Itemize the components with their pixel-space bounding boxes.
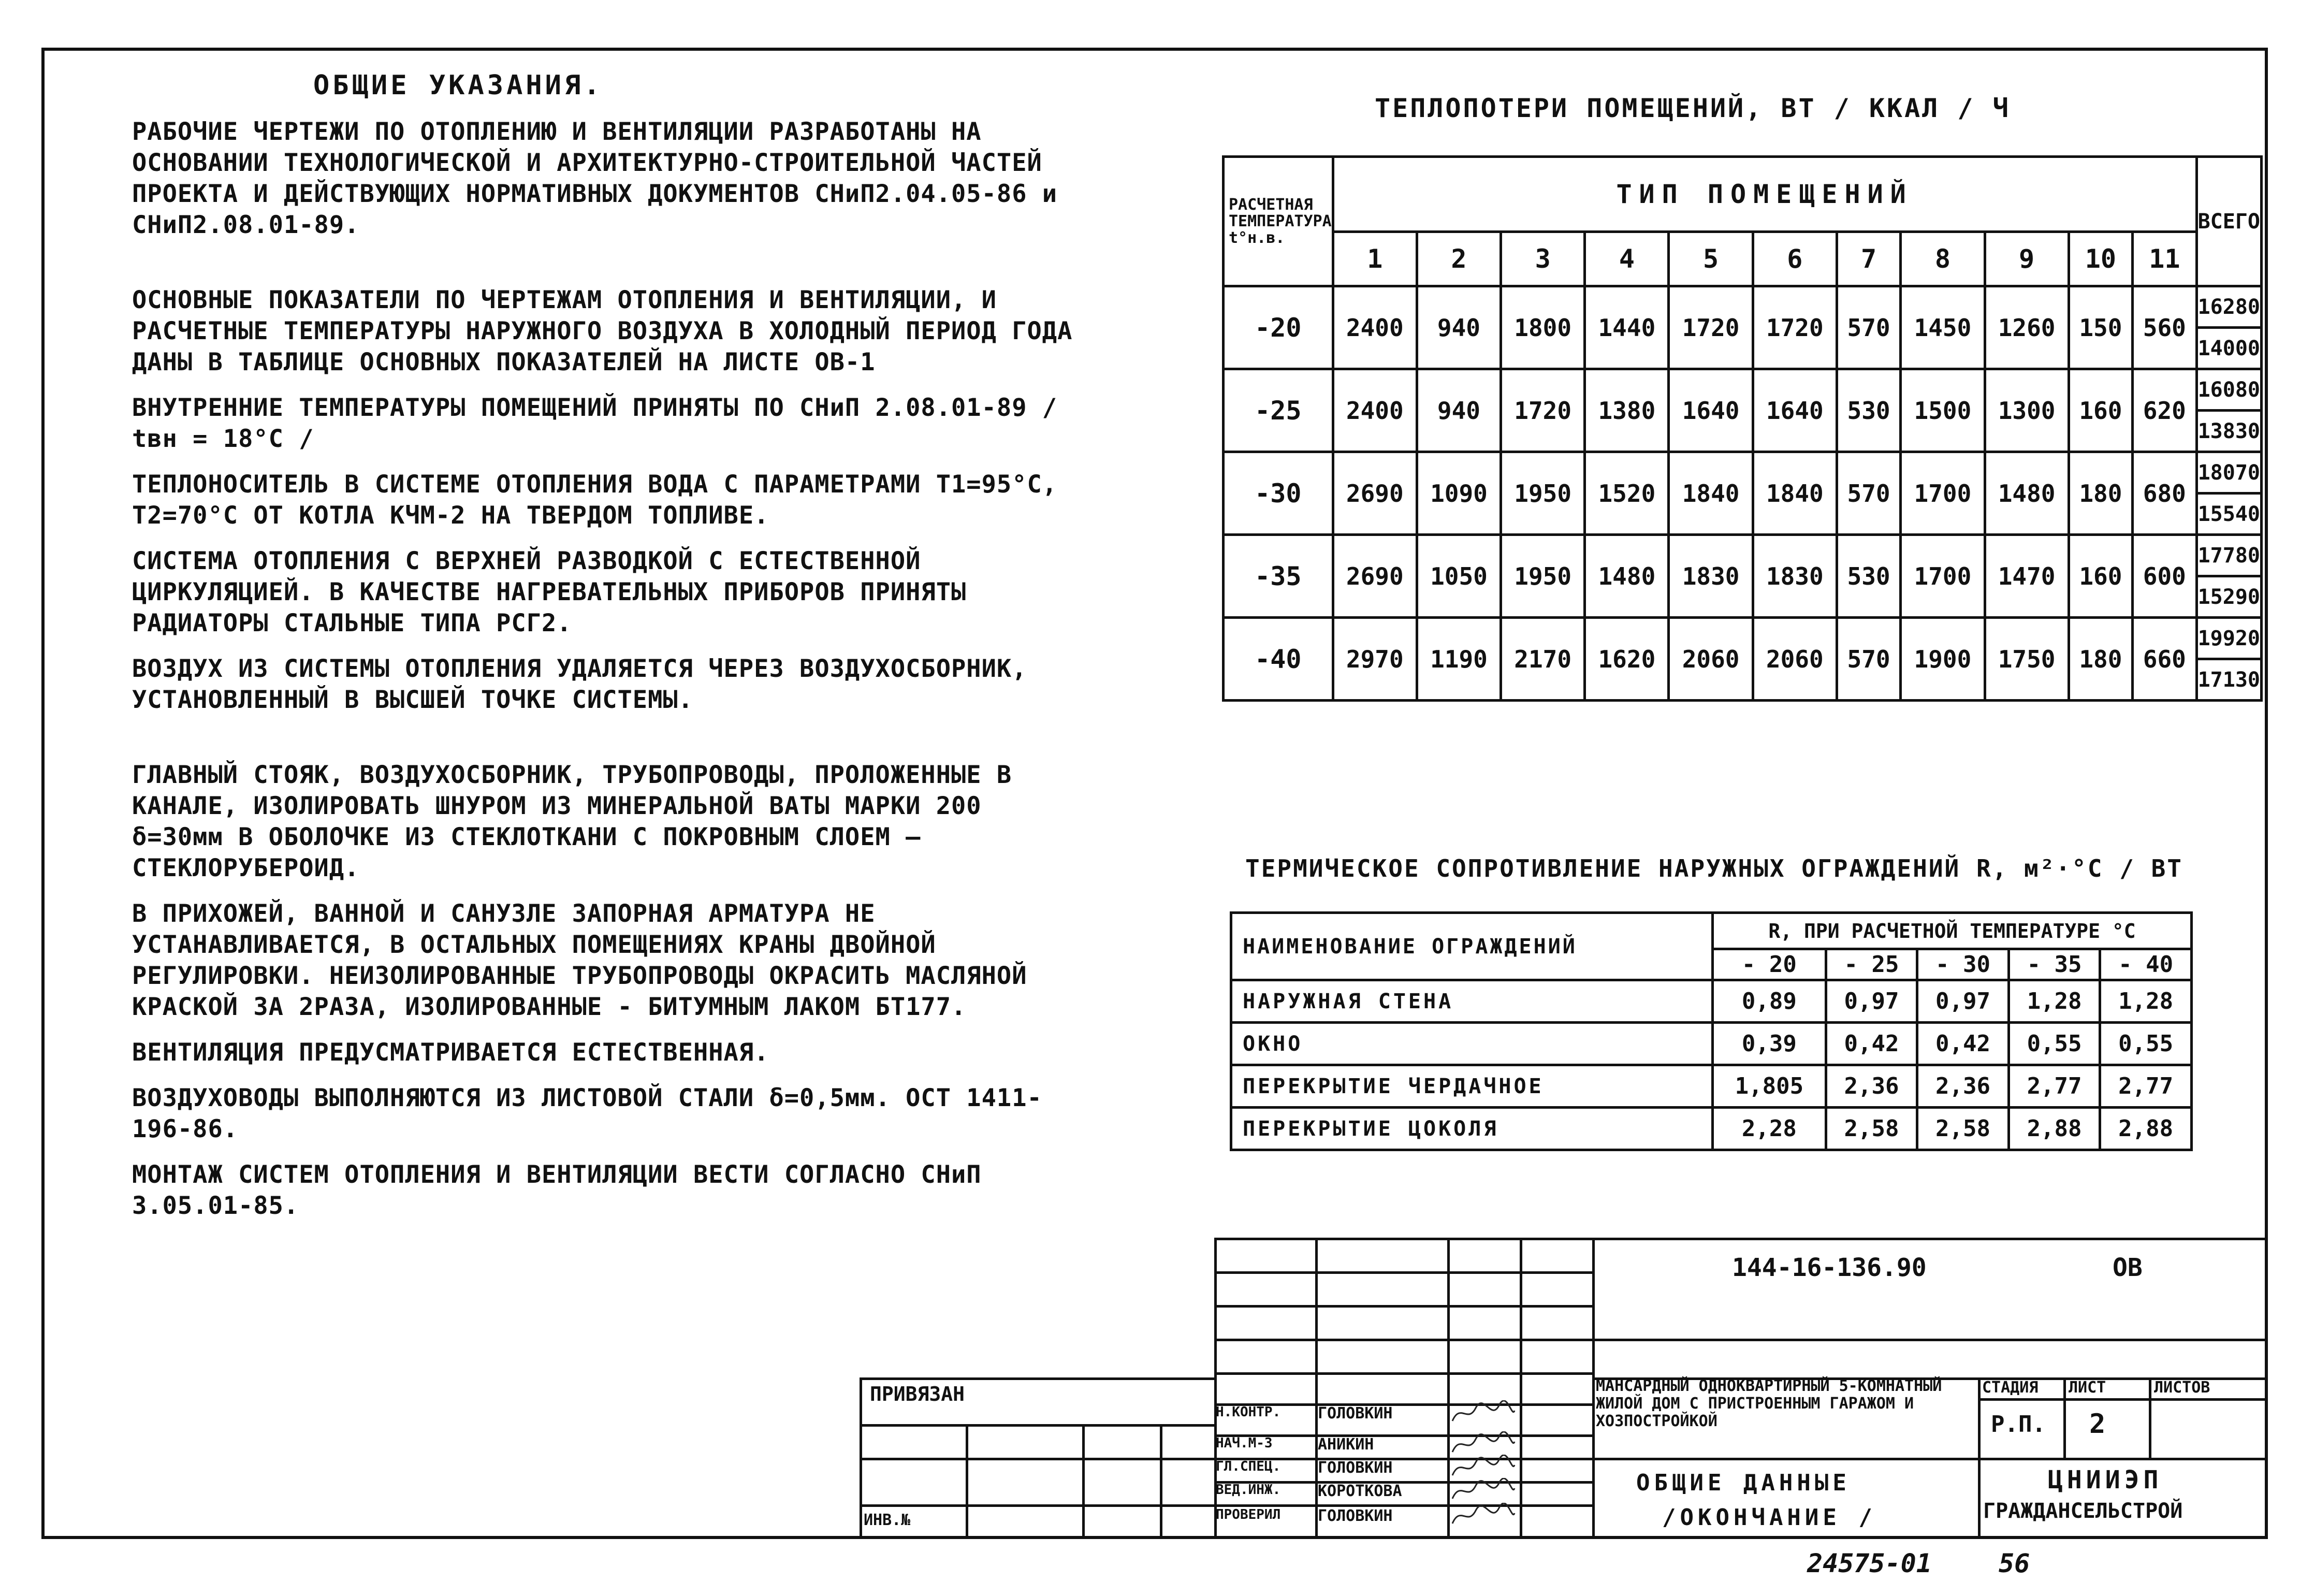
value-cell: 940 xyxy=(1417,286,1501,369)
role-label: НАЧ.М-3 xyxy=(1216,1435,1273,1451)
value-cell: 0,42 xyxy=(1917,1023,2009,1065)
temp-header: - 40 xyxy=(2100,949,2192,980)
temp-header: - 30 xyxy=(1917,949,2009,980)
total-kcal-cell: 15540 xyxy=(2196,494,2261,535)
total-kcal-cell: 13830 xyxy=(2196,411,2261,452)
sheet-value: 2 xyxy=(2089,1409,2106,1440)
value-cell: 1480 xyxy=(1585,535,1669,618)
table-row xyxy=(1224,618,2262,659)
value-cell: 570 xyxy=(1837,452,1900,535)
value-cell: 2970 xyxy=(1333,618,1417,701)
value-cell: 1900 xyxy=(1901,618,1985,701)
signature xyxy=(1450,1478,1517,1504)
value-cell: 2,36 xyxy=(1826,1065,1917,1108)
element-name: НАРУЖНАЯ СТЕНА xyxy=(1231,980,1713,1023)
value-cell: 570 xyxy=(1837,618,1900,701)
total-w-cell: 17780 xyxy=(2196,535,2261,576)
temp-header: - 25 xyxy=(1826,949,1917,980)
value-cell: 660 xyxy=(2133,618,2196,701)
type-number: 1 xyxy=(1333,232,1417,286)
table-row xyxy=(1231,1108,2192,1150)
value-cell: 160 xyxy=(2069,535,2132,618)
binding-label: ПРИВЯЗАН xyxy=(870,1383,965,1405)
value-cell: 2,77 xyxy=(2100,1065,2192,1108)
value-cell: 1800 xyxy=(1501,286,1585,369)
general-notes xyxy=(132,70,1074,1236)
note-paragraph: ТЕПЛОНОСИТЕЛЬ В СИСТЕМЕ ОТОПЛЕНИЯ ВОДА С ПАРАМЕТРАМИ Т1=95°С, Т2=70°С ОТ КОТЛА КЧМ-2 НА ТВЕРДОМ ТОПЛИВЕ. xyxy=(132,470,1058,530)
stage-label: СТАДИЯ xyxy=(1982,1379,2039,1397)
role-label: ГЛ.СПЕЦ. xyxy=(1216,1459,1281,1474)
value-cell: 1720 xyxy=(1753,286,1837,369)
value-cell: 1950 xyxy=(1501,452,1585,535)
table-row xyxy=(1224,452,2262,494)
note-paragraph: В ПРИХОЖЕЙ, ВАННОЙ И САНУЗЛЕ ЗАПОРНАЯ АРМАТУРА НЕ УСТАНАВЛИВАЕТСЯ, В ОСТАЛЬНЫХ ПОМЕЩЕНИЯХ КРАНЫ ДВОЙНОЙ РЕГУЛИРОВКИ. НЕИЗОЛИРОВАННЫЕ ТРУБОПРОВОДЫ ОКРАСИТЬ МАСЛЯНОЙ КРАСКОЙ ЗА 2РАЗА, ИЗОЛИРОВАННЫЕ - БИТУМНЫМ ЛАКОМ БТ177. xyxy=(132,899,1027,1021)
value-cell: 0,55 xyxy=(2100,1023,2192,1065)
value-cell: 1450 xyxy=(1901,286,1985,369)
value-cell: 1380 xyxy=(1585,369,1669,452)
value-cell: 1950 xyxy=(1501,535,1585,618)
value-cell: 1500 xyxy=(1901,369,1985,452)
value-cell: 1300 xyxy=(1985,369,2069,452)
value-cell: 530 xyxy=(1837,369,1900,452)
sheets-label: ЛИСТОВ xyxy=(2154,1379,2210,1397)
value-cell: 530 xyxy=(1837,535,1900,618)
signature xyxy=(1450,1431,1517,1457)
stage-value: Р.П. xyxy=(1991,1411,2046,1438)
footer-number: 24575-01 xyxy=(1807,1548,1932,1578)
value-cell: 2,58 xyxy=(1917,1108,2009,1150)
value-cell: 1840 xyxy=(1753,452,1837,535)
note-paragraph: ВОЗДУХ ИЗ СИСТЕМЫ ОТОПЛЕНИЯ УДАЛЯЕТСЯ ЧЕРЕЗ ВОЗДУХОСБОРНИК, УСТАНОВЛЕННЫЙ В ВЫСШЕЙ ТОЧКЕ СИСТЕМЫ. xyxy=(132,655,1027,714)
role-label: ПРОВЕРИЛ xyxy=(1216,1507,1281,1522)
organization-2: ГРАЖДАНСЕЛЬСТРОЙ xyxy=(1983,1499,2183,1523)
value-cell: 1840 xyxy=(1669,452,1753,535)
table-row xyxy=(1231,1023,2192,1065)
value-cell: 1520 xyxy=(1585,452,1669,535)
person-name: КОРОТКОВА xyxy=(1318,1482,1402,1500)
signature xyxy=(1450,1400,1517,1426)
type-number: 8 xyxy=(1901,232,1985,286)
project-name: МАНСАРДНЫЙ ОДНОКВАРТИРНЫЙ 5-КОМНАТНЫЙ ЖИЛОЙ ДОМ С ПРИСТРОЕННЫМ ГАРАЖОМ И ХОЗПОСТРОЙКОЙ xyxy=(1596,1377,1942,1430)
element-name: ОКНО xyxy=(1231,1023,1713,1065)
value-cell: 180 xyxy=(2069,618,2132,701)
value-cell: 1750 xyxy=(1985,618,2069,701)
note-paragraph: ОСНОВНЫЕ ПОКАЗАТЕЛИ ПО ЧЕРТЕЖАМ ОТОПЛЕНИЯ И ВЕНТИЛЯЦИИ, И РАСЧЕТНЫЕ ТЕМПЕРАТУРЫ НАРУЖНОГО ВОЗДУХА В ХОЛОДНЫЙ ПЕРИОД ГОДА ДАНЫ В ТАБЛИЦЕ ОСНОВНЫХ ПОКАЗАТЕЛЕЙ НА ЛИСТЕ ОВ-1 xyxy=(132,286,1073,376)
note-paragraph: СИСТЕМА ОТОПЛЕНИЯ С ВЕРХНЕЙ РАЗВОДКОЙ С ЕСТЕСТВЕННОЙ ЦИРКУЛЯЦИЕЙ. В КАЧЕСТВЕ НАГРЕВАТЕЛЬНЫХ ПРИБОРОВ ПРИНЯТЫ РАДИАТОРЫ СТАЛЬНЫЕ ТИПА РСГ2. xyxy=(132,547,967,637)
value-cell: 1050 xyxy=(1417,535,1501,618)
col-temp-header: РАСЧЕТНАЯ ТЕМПЕРАТУРА t°н.в. xyxy=(1224,157,1333,286)
value-cell: 2,88 xyxy=(2008,1108,2100,1150)
value-cell: 940 xyxy=(1417,369,1501,452)
value-cell: 1830 xyxy=(1753,535,1837,618)
value-cell: 0,97 xyxy=(1826,980,1917,1023)
footer-page: 56 xyxy=(1999,1548,2030,1578)
value-cell: 1640 xyxy=(1753,369,1837,452)
value-cell: 1,805 xyxy=(1713,1065,1826,1108)
value-cell: 2,88 xyxy=(2100,1108,2192,1150)
value-cell: 0,89 xyxy=(1713,980,1826,1023)
total-w-cell: 16080 xyxy=(2196,369,2261,411)
value-cell: 2400 xyxy=(1333,369,1417,452)
col-name-header: НАИМЕНОВАНИЕ ОГРАЖДЕНИЙ xyxy=(1231,913,1713,980)
heat-loss-table xyxy=(1222,155,2263,702)
signature xyxy=(1450,1455,1517,1481)
table-row xyxy=(1231,980,2192,1023)
note-paragraph: ВЕНТИЛЯЦИЯ ПРЕДУСМАТРИВАЕТСЯ ЕСТЕСТВЕННАЯ. xyxy=(132,1038,769,1067)
value-cell: 1260 xyxy=(1985,286,2069,369)
note-paragraph: РАБОЧИЕ ЧЕРТЕЖИ ПО ОТОПЛЕНИЮ И ВЕНТИЛЯЦИИ РАЗРАБОТАНЫ НА ОСНОВАНИИ ТЕХНОЛОГИЧЕСКОЙ И АРХИТЕКТУРНО-СТРОИТЕЛЬНОЙ ЧАСТЕЙ ПРОЕКТА И ДЕЙСТВУЮЩИХ НОРМАТИВНЫХ ДОКУМЕНТОВ СНиП2.04.05-86 и СНиП2.08.01-89. xyxy=(132,118,1058,239)
role-label: Н.КОНТР. xyxy=(1216,1404,1281,1420)
person-name: ГОЛОВКИН xyxy=(1318,1459,1393,1477)
total-kcal-cell: 15290 xyxy=(2196,576,2261,618)
value-cell: 1090 xyxy=(1417,452,1501,535)
temp-cell: -40 xyxy=(1224,618,1333,701)
col-types-header: ТИП ПОМЕЩЕНИЙ xyxy=(1333,157,2196,232)
type-number: 5 xyxy=(1669,232,1753,286)
value-cell: 2,36 xyxy=(1917,1065,2009,1108)
value-cell: 1,28 xyxy=(2008,980,2100,1023)
element-name: ПЕРЕКРЫТИЕ ЧЕРДАЧНОЕ xyxy=(1231,1065,1713,1108)
total-w-cell: 18070 xyxy=(2196,452,2261,494)
value-cell: 560 xyxy=(2133,286,2196,369)
temp-cell: -20 xyxy=(1224,286,1333,369)
col-group-header: R, ПРИ РАСЧЕТНОЙ ТЕМПЕРАТУРЕ °С xyxy=(1713,913,2192,949)
resistance-table xyxy=(1230,911,2193,1151)
value-cell: 2400 xyxy=(1333,286,1417,369)
type-number: 3 xyxy=(1501,232,1585,286)
drawing-code: 144-16-136.90 xyxy=(1732,1253,1927,1282)
person-name: ГОЛОВКИН xyxy=(1318,1507,1393,1525)
value-cell: 600 xyxy=(2133,535,2196,618)
col-total-header: ВСЕГО xyxy=(2196,157,2261,286)
value-cell: 2,77 xyxy=(2008,1065,2100,1108)
type-number: 6 xyxy=(1753,232,1837,286)
value-cell: 1470 xyxy=(1985,535,2069,618)
temp-cell: -35 xyxy=(1224,535,1333,618)
value-cell: 1700 xyxy=(1901,452,1985,535)
temp-header: - 20 xyxy=(1713,949,1826,980)
value-cell: 1440 xyxy=(1585,286,1669,369)
element-name: ПЕРЕКРЫТИЕ ЦОКОЛЯ xyxy=(1231,1108,1713,1150)
type-number: 11 xyxy=(2133,232,2196,286)
temp-cell: -25 xyxy=(1224,369,1333,452)
table-row xyxy=(1231,1065,2192,1108)
value-cell: 2170 xyxy=(1501,618,1585,701)
note-paragraph: ВНУТРЕННИЕ ТЕМПЕРАТУРЫ ПОМЕЩЕНИЙ ПРИНЯТЫ ПО СНиП 2.08.01-89 / tвн = 18°C / xyxy=(132,394,1058,453)
role-label: ВЕД.ИНЖ. xyxy=(1216,1482,1281,1498)
value-cell: 2,28 xyxy=(1713,1108,1826,1150)
value-cell: 1720 xyxy=(1501,369,1585,452)
value-cell: 2,58 xyxy=(1826,1108,1917,1150)
value-cell: 620 xyxy=(2133,369,2196,452)
temp-cell: -30 xyxy=(1224,452,1333,535)
value-cell: 1640 xyxy=(1669,369,1753,452)
sheet-title-1: ОБЩИЕ ДАННЫЕ xyxy=(1636,1470,1851,1496)
value-cell: 1,28 xyxy=(2100,980,2192,1023)
table-row xyxy=(1224,286,2262,328)
value-cell: 2690 xyxy=(1333,452,1417,535)
total-w-cell: 16280 xyxy=(2196,286,2261,328)
value-cell: 0,39 xyxy=(1713,1023,1826,1065)
value-cell: 1700 xyxy=(1901,535,1985,618)
type-number: 7 xyxy=(1837,232,1900,286)
person-name: АНИКИН xyxy=(1318,1435,1374,1454)
table-row xyxy=(1224,369,2262,411)
temp-header: - 35 xyxy=(2008,949,2100,980)
value-cell: 1620 xyxy=(1585,618,1669,701)
value-cell: 570 xyxy=(1837,286,1900,369)
value-cell: 150 xyxy=(2069,286,2132,369)
type-number: 4 xyxy=(1585,232,1669,286)
sheet-title-2: /ОКОНЧАНИЕ / xyxy=(1662,1504,1876,1531)
value-cell: 160 xyxy=(2069,369,2132,452)
total-kcal-cell: 14000 xyxy=(2196,328,2261,369)
signature xyxy=(1450,1503,1517,1529)
value-cell: 2690 xyxy=(1333,535,1417,618)
inventory-label: ИНВ.№ xyxy=(864,1511,911,1529)
type-number: 10 xyxy=(2069,232,2132,286)
total-kcal-cell: 17130 xyxy=(2196,659,2261,701)
note-paragraph: ГЛАВНЫЙ СТОЯК, ВОЗДУХОСБОРНИК, ТРУБОПРОВОДЫ, ПРОЛОЖЕННЫЕ В КАНАЛЕ, ИЗОЛИРОВАТЬ ШНУРОМ ИЗ МИНЕРАЛЬНОЙ ВАТЫ МАРКИ 200 δ=30мм В ОБОЛОЧКЕ ИЗ СТЕКЛОТКАНИ С ПОКРОВНЫМ СЛОЕМ — СТЕКЛОРУБЕРОИД. xyxy=(132,761,1012,882)
value-cell: 1480 xyxy=(1985,452,2069,535)
value-cell: 1190 xyxy=(1417,618,1501,701)
drawing-mark: ОВ xyxy=(2113,1253,2143,1282)
note-paragraph: ВОЗДУХОВОДЫ ВЫПОЛНЯЮТСЯ ИЗ ЛИСТОВОЙ СТАЛИ δ=0,5мм. ОСТ 1411-196-86. xyxy=(132,1084,1042,1143)
sheet-label: ЛИСТ xyxy=(2069,1379,2106,1397)
total-w-cell: 19920 xyxy=(2196,618,2261,659)
notes-title: ОБЩИЕ УКАЗАНИЯ. xyxy=(313,70,603,101)
value-cell: 680 xyxy=(2133,452,2196,535)
value-cell: 180 xyxy=(2069,452,2132,535)
type-number: 9 xyxy=(1985,232,2069,286)
organization-1: ЦНИИЭП xyxy=(2048,1466,2163,1495)
type-number: 2 xyxy=(1417,232,1501,286)
person-name: ГОЛОВКИН xyxy=(1318,1404,1393,1423)
value-cell: 2060 xyxy=(1669,618,1753,701)
value-cell: 2060 xyxy=(1753,618,1837,701)
note-paragraph: МОНТАЖ СИСТЕМ ОТОПЛЕНИЯ И ВЕНТИЛЯЦИИ ВЕСТИ СОГЛАСНО СНиП 3.05.01-85. xyxy=(132,1160,982,1220)
heat-table-title: ТЕПЛОПОТЕРИ ПОМЕЩЕНИЙ, ВТ / ККАЛ / Ч xyxy=(1375,93,2011,123)
value-cell: 0,42 xyxy=(1826,1023,1917,1065)
value-cell: 1720 xyxy=(1669,286,1753,369)
value-cell: 0,97 xyxy=(1917,980,2009,1023)
value-cell: 0,55 xyxy=(2008,1023,2100,1065)
resist-table-title: ТЕРМИЧЕСКОЕ СОПРОТИВЛЕНИЕ НАРУЖНЫХ ОГРАЖДЕНИЙ R, м²·°С / ВТ xyxy=(1245,854,2183,882)
table-row xyxy=(1224,535,2262,576)
value-cell: 1830 xyxy=(1669,535,1753,618)
